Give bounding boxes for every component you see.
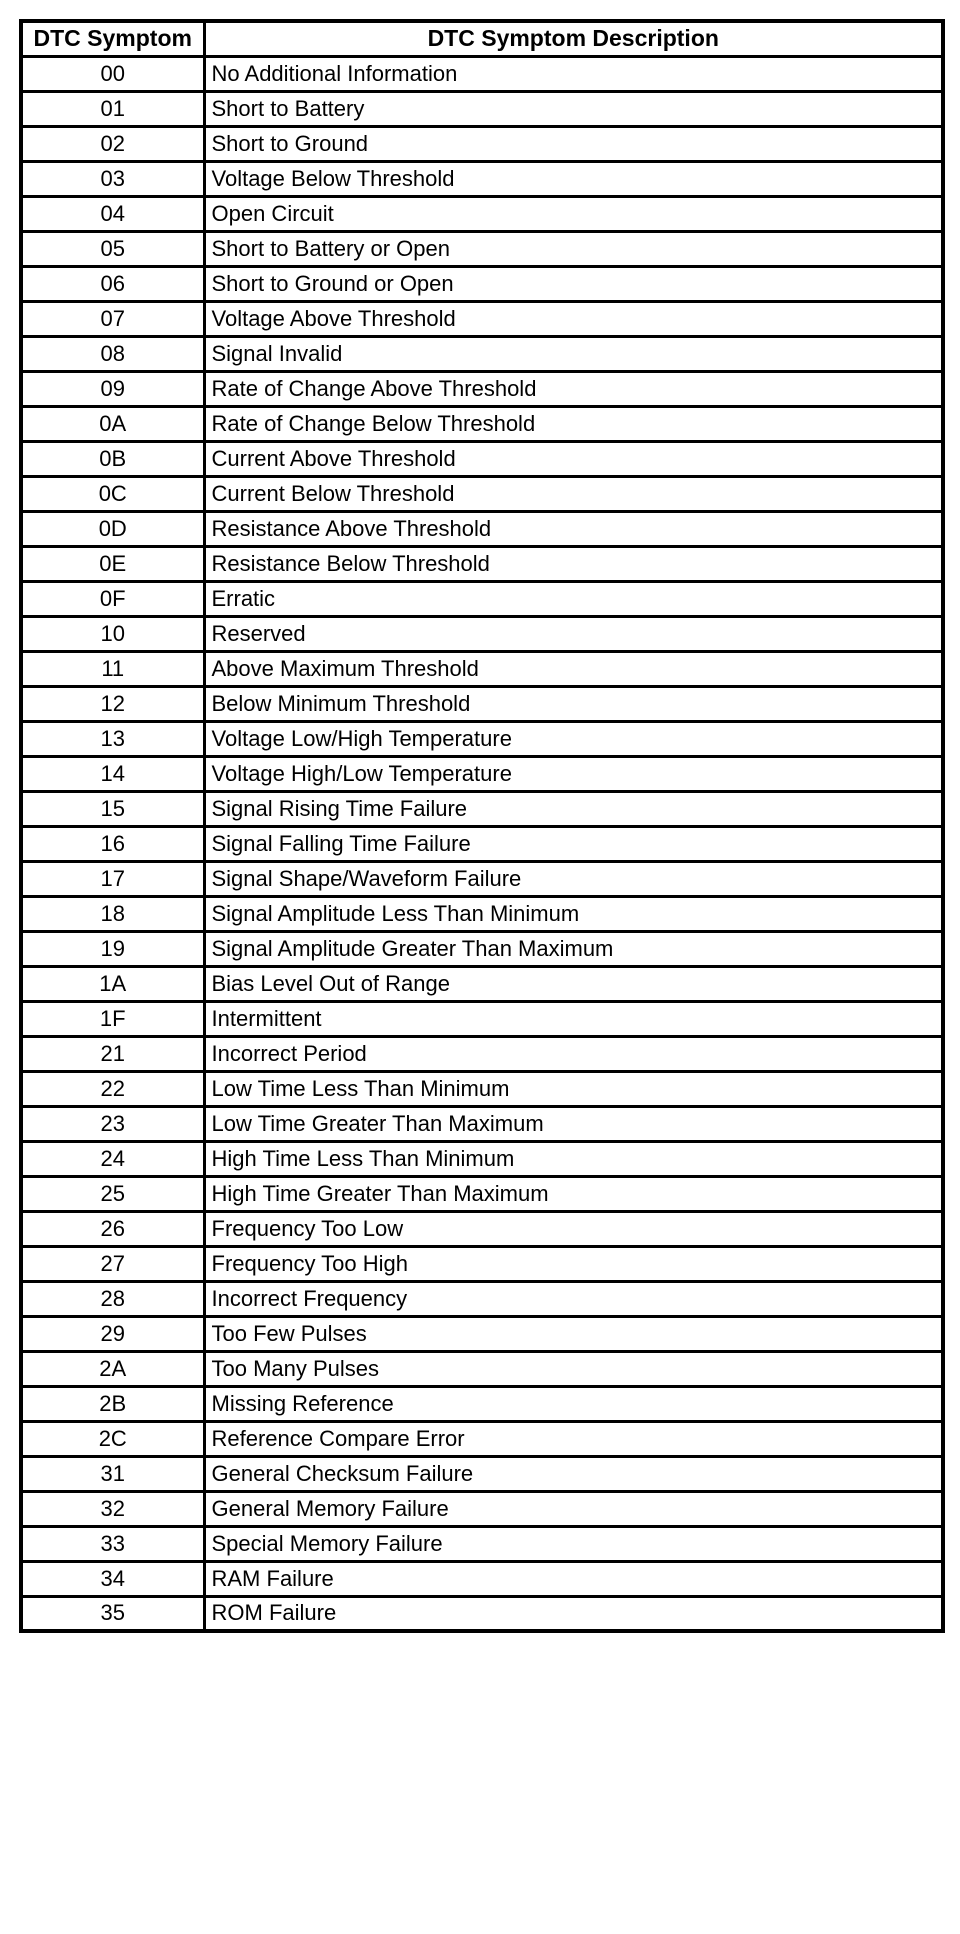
table-row (21, 756, 943, 791)
dtc-symptom-description: Too Few Pulses (204, 1316, 943, 1351)
table-row (21, 1491, 943, 1526)
table-row (21, 91, 943, 126)
table-row (21, 721, 943, 756)
dtc-symptom-description: Current Above Threshold (204, 441, 943, 476)
dtc-symptom-description: Short to Battery or Open (204, 231, 943, 266)
dtc-symptom-code: 01 (21, 91, 204, 126)
dtc-symptom-description: Reference Compare Error (204, 1421, 943, 1456)
dtc-symptom-description: Bias Level Out of Range (204, 966, 943, 1001)
table-row (21, 56, 943, 91)
dtc-symptom-code: 02 (21, 126, 204, 161)
table-row (21, 1141, 943, 1176)
dtc-symptom-description: Open Circuit (204, 196, 943, 231)
dtc-symptom-code: 19 (21, 931, 204, 966)
dtc-symptom-code: 09 (21, 371, 204, 406)
dtc-symptom-description: Erratic (204, 581, 943, 616)
table-row (21, 441, 943, 476)
table-row (21, 1036, 943, 1071)
dtc-symptom-code: 21 (21, 1036, 204, 1071)
dtc-symptom-code: 05 (21, 231, 204, 266)
dtc-symptom-description: General Memory Failure (204, 1491, 943, 1526)
table-row (21, 231, 943, 266)
table-row (21, 266, 943, 301)
table-row (21, 476, 943, 511)
table-row (21, 1526, 943, 1561)
table-row (21, 1421, 943, 1456)
table-row (21, 1211, 943, 1246)
dtc-symptom-description: Missing Reference (204, 1386, 943, 1421)
dtc-symptom-description: Low Time Less Than Minimum (204, 1071, 943, 1106)
dtc-symptom-code: 35 (21, 1596, 204, 1631)
dtc-symptom-code: 0F (21, 581, 204, 616)
dtc-symptom-code: 03 (21, 161, 204, 196)
table-row (21, 1561, 943, 1596)
dtc-symptom-description: Rate of Change Below Threshold (204, 406, 943, 441)
dtc-symptom-description: Signal Amplitude Less Than Minimum (204, 896, 943, 931)
dtc-symptom-description: Signal Amplitude Greater Than Maximum (204, 931, 943, 966)
table-body (21, 56, 943, 1631)
header-row (21, 21, 943, 56)
dtc-symptom-description: Resistance Below Threshold (204, 546, 943, 581)
dtc-symptom-code: 15 (21, 791, 204, 826)
dtc-symptom-description: Too Many Pulses (204, 1351, 943, 1386)
header-dtc-symptom: DTC Symptom (21, 21, 204, 56)
dtc-symptom-description: Voltage Low/High Temperature (204, 721, 943, 756)
table-row (21, 1071, 943, 1106)
table-row (21, 1106, 943, 1141)
dtc-symptom-code: 31 (21, 1456, 204, 1491)
table-row (21, 1316, 943, 1351)
dtc-symptom-description: Short to Battery (204, 91, 943, 126)
dtc-symptom-table (19, 19, 945, 1633)
dtc-symptom-description: Short to Ground (204, 126, 943, 161)
dtc-symptom-description: High Time Greater Than Maximum (204, 1176, 943, 1211)
dtc-symptom-code: 10 (21, 616, 204, 651)
table-row (21, 1596, 943, 1631)
table-row (21, 616, 943, 651)
dtc-symptom-description: Voltage Above Threshold (204, 301, 943, 336)
table-row (21, 1386, 943, 1421)
table-row (21, 546, 943, 581)
dtc-symptom-description: Frequency Too High (204, 1246, 943, 1281)
table-row (21, 196, 943, 231)
dtc-symptom-code: 32 (21, 1491, 204, 1526)
dtc-symptom-code: 29 (21, 1316, 204, 1351)
table-row (21, 1001, 943, 1036)
table-row (21, 651, 943, 686)
dtc-symptom-description: Voltage Below Threshold (204, 161, 943, 196)
dtc-symptom-description: Current Below Threshold (204, 476, 943, 511)
dtc-symptom-code: 08 (21, 336, 204, 371)
table-row (21, 371, 943, 406)
table-row (21, 686, 943, 721)
table-row (21, 1281, 943, 1316)
dtc-symptom-code: 18 (21, 896, 204, 931)
dtc-symptom-description: Below Minimum Threshold (204, 686, 943, 721)
dtc-symptom-description: Short to Ground or Open (204, 266, 943, 301)
table-row (21, 161, 943, 196)
dtc-symptom-code: 06 (21, 266, 204, 301)
table-row (21, 1246, 943, 1281)
table-header (21, 21, 943, 56)
table-row (21, 931, 943, 966)
dtc-symptom-description: ROM Failure (204, 1596, 943, 1631)
table-row (21, 896, 943, 931)
dtc-symptom-description: No Additional Information (204, 56, 943, 91)
dtc-symptom-code: 27 (21, 1246, 204, 1281)
table-row (21, 406, 943, 441)
dtc-symptom-code: 0D (21, 511, 204, 546)
dtc-symptom-code: 22 (21, 1071, 204, 1106)
header-dtc-symptom-description: DTC Symptom Description (204, 21, 943, 56)
dtc-symptom-code: 1A (21, 966, 204, 1001)
dtc-symptom-code: 13 (21, 721, 204, 756)
dtc-symptom-code: 26 (21, 1211, 204, 1246)
dtc-symptom-code: 23 (21, 1106, 204, 1141)
dtc-symptom-description: Frequency Too Low (204, 1211, 943, 1246)
dtc-symptom-description: Signal Falling Time Failure (204, 826, 943, 861)
dtc-symptom-code: 00 (21, 56, 204, 91)
dtc-symptom-code: 11 (21, 651, 204, 686)
table-row (21, 1351, 943, 1386)
dtc-symptom-description: General Checksum Failure (204, 1456, 943, 1491)
dtc-symptom-code: 34 (21, 1561, 204, 1596)
dtc-symptom-code: 0B (21, 441, 204, 476)
dtc-symptom-code: 2A (21, 1351, 204, 1386)
table-row (21, 791, 943, 826)
dtc-symptom-code: 1F (21, 1001, 204, 1036)
dtc-symptom-code: 0E (21, 546, 204, 581)
dtc-symptom-code: 0A (21, 406, 204, 441)
dtc-symptom-description: Above Maximum Threshold (204, 651, 943, 686)
dtc-symptom-description: Intermittent (204, 1001, 943, 1036)
dtc-symptom-description: Resistance Above Threshold (204, 511, 943, 546)
dtc-symptom-code: 24 (21, 1141, 204, 1176)
table-row (21, 966, 943, 1001)
dtc-symptom-code: 16 (21, 826, 204, 861)
dtc-symptom-code: 0C (21, 476, 204, 511)
dtc-symptom-description: Voltage High/Low Temperature (204, 756, 943, 791)
dtc-symptom-code: 17 (21, 861, 204, 896)
dtc-symptom-code: 07 (21, 301, 204, 336)
dtc-symptom-code: 12 (21, 686, 204, 721)
dtc-symptom-description: Reserved (204, 616, 943, 651)
dtc-symptom-description: Signal Rising Time Failure (204, 791, 943, 826)
table-row (21, 861, 943, 896)
table-row (21, 581, 943, 616)
dtc-symptom-description: High Time Less Than Minimum (204, 1141, 943, 1176)
dtc-symptom-description: Signal Invalid (204, 336, 943, 371)
table-row (21, 301, 943, 336)
dtc-symptom-description: RAM Failure (204, 1561, 943, 1596)
dtc-symptom-description: Special Memory Failure (204, 1526, 943, 1561)
dtc-symptom-description: Low Time Greater Than Maximum (204, 1106, 943, 1141)
dtc-symptom-description: Signal Shape/Waveform Failure (204, 861, 943, 896)
dtc-symptom-description: Rate of Change Above Threshold (204, 371, 943, 406)
table-row (21, 126, 943, 161)
dtc-symptom-description: Incorrect Period (204, 1036, 943, 1071)
table-row (21, 1456, 943, 1491)
table-row (21, 826, 943, 861)
dtc-symptom-code: 04 (21, 196, 204, 231)
dtc-symptom-code: 33 (21, 1526, 204, 1561)
table-row (21, 1176, 943, 1211)
dtc-symptom-code: 2C (21, 1421, 204, 1456)
dtc-symptom-code: 2B (21, 1386, 204, 1421)
table-row (21, 511, 943, 546)
table-row (21, 336, 943, 371)
dtc-symptom-description: Incorrect Frequency (204, 1281, 943, 1316)
dtc-symptom-code: 25 (21, 1176, 204, 1211)
dtc-symptom-code: 28 (21, 1281, 204, 1316)
dtc-symptom-code: 14 (21, 756, 204, 791)
